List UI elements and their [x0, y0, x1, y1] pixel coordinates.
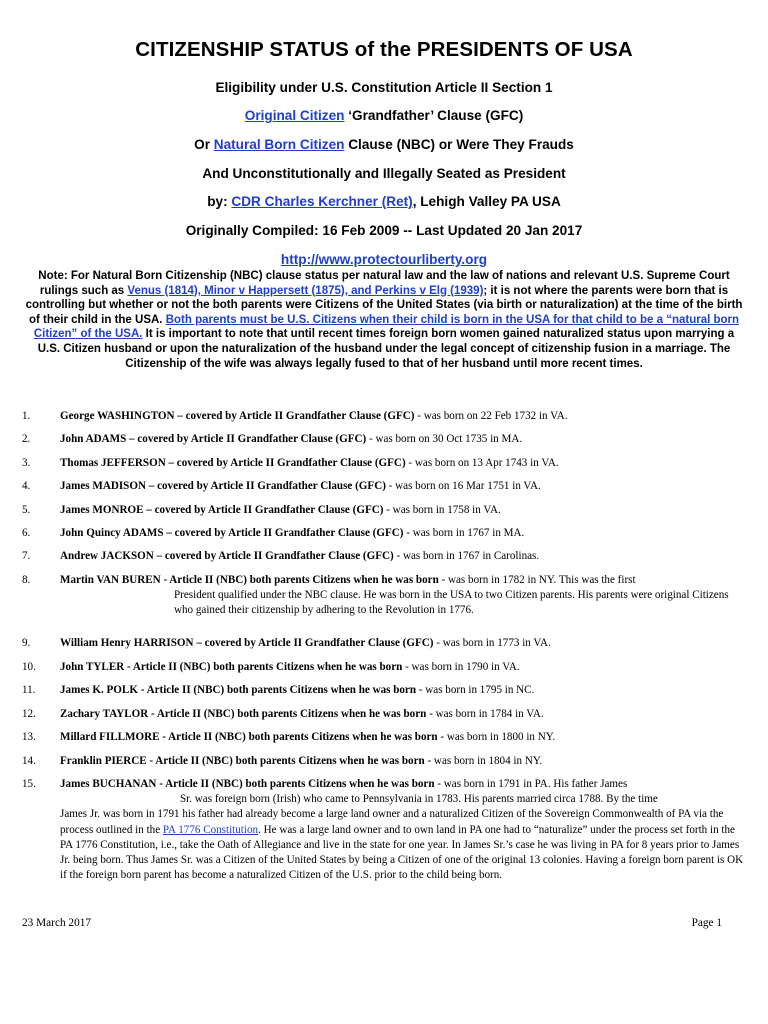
president-status: John ADAMS – covered by Article II Grandfather Clause (GFC) — [60, 433, 367, 445]
birth-info: - was born in 1791 in PA. His father James — [434, 778, 628, 790]
president-status: Millard FILLMORE - Article II (NBC) both parents Citizens when he was born — [60, 731, 438, 743]
item-number: 10. — [22, 661, 36, 673]
birth-info: - was born in 1767 in MA. — [403, 527, 525, 539]
buchanan-text-b: . He was a large land owner and to own land in PA one had to “naturalize” under the process set forth in the PA 1776 Constitution, i.e., take the Oath of Allegiance and live in the state for one year. In James Sr.’s case he was living in PA for 8 years prior to James Jr. being born. Thus James Sr. was a Citizen of the United States by being a Citizen of one of the original 13 colonies. Having a foreign born parent is OK if the foreign born parent has become a naturalized Citizen of the U.S. prior to the child being born. — [60, 823, 744, 882]
birth-info: - was born in 1758 in VA. — [383, 504, 501, 516]
original-citizen-link[interactable]: Original Citizen — [244, 108, 345, 123]
subtitle-gfc — [20, 108, 748, 123]
item-number: 2. — [22, 433, 31, 445]
compiled-dates: Originally Compiled: 16 Feb 2009 -- Last Updated 20 Jan 2017 — [185, 223, 583, 238]
subtitle-nbc — [20, 137, 748, 152]
birth-info: - was born in 1782 in NY. This was the first — [438, 574, 636, 586]
item-number: 6. — [22, 527, 31, 539]
item-number: 15. — [22, 778, 36, 790]
nbc-text: Clause (NBC) or Were They Frauds — [344, 137, 574, 152]
president-status: George WASHINGTON – covered by Article II Grandfather Clause (GFC) — [60, 410, 415, 422]
birth-info: - was born in 1767 in Carolinas. — [393, 550, 540, 562]
president-status: James K. POLK - Article II (NBC) both parents Citizens when he was born — [60, 684, 417, 696]
item-number: 13. — [22, 731, 36, 743]
location-text: , Lehigh Valley PA USA — [412, 194, 561, 209]
president-status: James MADISON – covered by Article II Grandfather Clause (GFC) — [60, 480, 386, 492]
website-url-line — [20, 252, 748, 267]
president-status: James MONROE – covered by Article II Grandfather Clause (GFC) — [60, 504, 384, 516]
item-number: 9. — [22, 637, 31, 649]
subtitle-unconstitutional: And Unconstitutionally and Illegally Seated as President — [202, 166, 566, 181]
birth-info: - was born on 30 Oct 1735 in MA. — [366, 433, 523, 445]
president-status: James BUCHANAN - Article II (NBC) both parents Citizens when he was born — [60, 778, 435, 790]
note-text-2: ; it is not where the parents were born that is controlling but whether or not the both parents were Citizens of the United States (via birth or naturalization) at the time of the birth of their child in the USA. — [25, 284, 743, 326]
item-number: 11. — [22, 684, 36, 696]
item-number: 4. — [22, 480, 31, 492]
president-status: John Quincy ADAMS – covered by Article II Grandfather Clause (GFC) — [60, 527, 404, 539]
note-text-1: Note: For Natural Born Citizenship (NBC) clause status per natural law and the law of nations and relevant U.S. Supreme Court rulings such as — [38, 270, 730, 297]
natural-born-citizen-link[interactable]: Natural Born Citizen — [213, 137, 345, 152]
birth-info: - was born in 1773 in VA. — [433, 637, 551, 649]
item-number: 12. — [22, 708, 36, 720]
item-number: 3. — [22, 457, 31, 469]
birth-info: - was born in 1790 in VA. — [402, 661, 520, 673]
gfc-text: ‘Grandfather’ Clause (GFC) — [344, 108, 524, 123]
president-status: William Henry HARRISON – covered by Article II Grandfather Clause (GFC) — [60, 637, 434, 649]
subtitle-author — [20, 194, 748, 209]
pa-1776-constitution-link[interactable]: PA 1776 Constitution — [162, 823, 259, 836]
birth-info: - was born in 1795 in NC. — [416, 684, 535, 696]
item-number: 1. — [22, 410, 31, 422]
birth-info: - was born in 1800 in NY. — [437, 731, 556, 743]
by-text: by: — [207, 194, 232, 209]
birth-info-continued: Sr. was foreign born (Irish) who came to Pennsylvania in 1783. His parents married circa 1788. By the time — [180, 793, 658, 806]
president-status: Zachary TAYLOR - Article II (NBC) both parents Citizens when he was born — [60, 708, 427, 720]
item-number: 5. — [22, 504, 31, 516]
item-number: 7. — [22, 550, 31, 562]
website-link[interactable]: http://www.protectourliberty.org — [280, 252, 488, 267]
birth-info: - was born in 1804 in NY. — [424, 755, 543, 767]
president-status: Franklin PIERCE - Article II (NBC) both parents Citizens when he was born — [60, 755, 425, 767]
buchanan-text-a: James Jr. was born in 1791 his father had already become a large land owner and a naturalized Citizen of the Sovereign Commonwealth of PA via the process outlined in the — [60, 808, 724, 836]
birth-info: - was born on 22 Feb 1732 in VA. — [414, 410, 568, 422]
subtitle-eligibility: Eligibility under U.S. Constitution Article II Section 1 — [215, 80, 553, 95]
item-number: 14. — [22, 755, 36, 767]
both-parents-link[interactable]: Both parents must be U.S. Citizens when their child is born in the USA for that child to be a “natural born Citizen” of the USA. — [33, 313, 740, 341]
footer-date: 23 March 2017 — [22, 917, 92, 929]
note-text-3: It is important to note that until recent times foreign born women gained naturalized status upon marrying a U.S. Citizen husband or upon the naturalization of the husband under the legal concept of citizenship fusion in a marriage. The Citizenship of the wife was always legally fused to that of her husband until more recent times. — [37, 328, 735, 370]
birth-info-continued-2 — [60, 807, 744, 883]
birth-info: - was born on 16 Mar 1751 in VA. — [385, 480, 541, 492]
birth-info-continued: President qualified under the NBC clause. He was born in the USA to two Citizen parents. His parents were original Citizens who gained their citizenship by adhering to the Revolution in 1776. — [174, 589, 729, 617]
birth-info: - was born in 1784 in VA. — [426, 708, 544, 720]
president-status: Martin VAN BUREN - Article II (NBC) both parents Citizens when he was born — [60, 574, 439, 586]
item-number: 8. — [22, 574, 31, 586]
page-number: Page 1 — [691, 917, 722, 929]
president-status: John TYLER - Article II (NBC) both parents Citizens when he was born — [60, 661, 403, 673]
birth-info: - was born on 13 Apr 1743 in VA. — [405, 457, 559, 469]
note-paragraph — [22, 269, 746, 371]
president-status: Andrew JACKSON – covered by Article II Grandfather Clause (GFC) — [60, 550, 394, 562]
author-link[interactable]: CDR Charles Kerchner (Ret) — [231, 194, 413, 209]
president-status: Thomas JEFFERSON – covered by Article II Grandfather Clause (GFC) — [60, 457, 406, 469]
page-title: CITIZENSHIP STATUS of the PRESIDENTS OF USA — [135, 38, 633, 61]
or-text: Or — [194, 137, 214, 152]
court-rulings-link[interactable]: Venus (1814), Minor v Happersett (1875), and Perkins v Elg (1939) — [127, 284, 484, 297]
